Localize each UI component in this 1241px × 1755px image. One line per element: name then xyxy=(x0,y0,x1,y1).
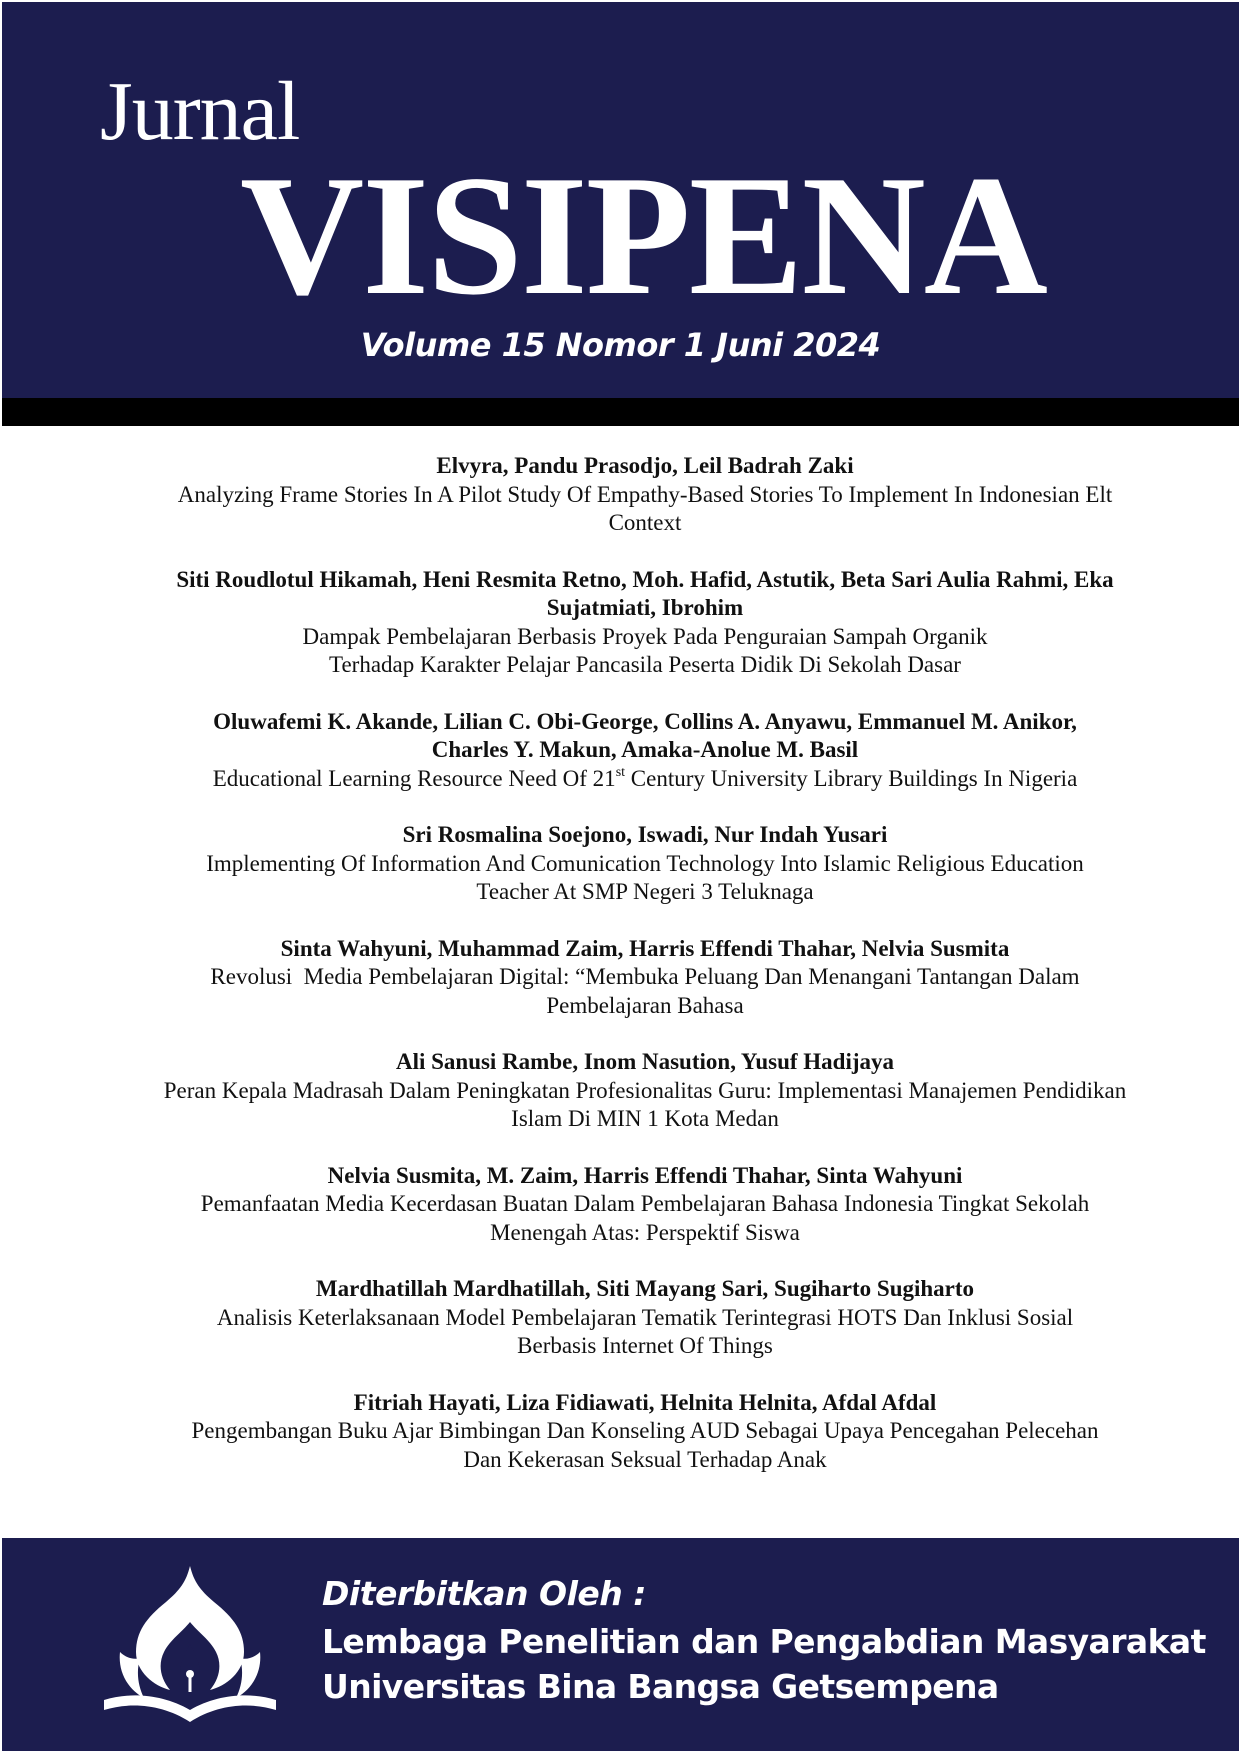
issue-info: Volume 15 Nomor 1 Juni 2024 xyxy=(360,326,881,364)
article-title: Dampak Pembelajaran Berbasis Proyek Pada Penguraian Sampah Organik Terhadap Karakter Pelajar Pancasila Peserta Didik Di Sekolah Dasar xyxy=(302,623,988,677)
article-entry xyxy=(150,821,1140,907)
article-title: Analyzing Frame Stories In A Pilot Study Of Empathy-Based Stories To Implement In Indonesian Elt Context xyxy=(177,481,1113,535)
article-title: Revolusi Media Pembelajaran Digital: “Membuka Peluang Dan Menangani Tantangan Dalam Pembelajaran Bahasa xyxy=(210,964,1086,1018)
article-title: Pengembangan Buku Ajar Bimbingan Dan Konseling AUD Sebagai Upaya Pencegahan Pelecehan Dan Kekerasan Seksual Terhadap Anak xyxy=(191,1418,1099,1472)
article-entry xyxy=(150,708,1140,794)
article-entry xyxy=(150,1048,1140,1134)
article-title-text: Educational Learning Resource Need Of 21 xyxy=(212,765,616,791)
article-title-superscript: st xyxy=(615,764,626,780)
article-authors: Oluwafemi K. Akande, Lilian C. Obi-George, Collins A. Anyawu, Emmanuel M. Anikor, Charles Y. Makun, Amaka-Anolue M. Basil xyxy=(213,708,1077,762)
article-entry xyxy=(150,935,1140,1021)
journal-prefix: Jurnal xyxy=(100,65,300,158)
journal-name: VISIPENA xyxy=(240,141,1046,331)
article-title xyxy=(150,765,1140,794)
publisher-name: Lembaga Penelitian dan Pengabdian Masyarakat xyxy=(322,1622,1206,1661)
article-entry xyxy=(150,1162,1140,1248)
article-entry xyxy=(150,566,1140,680)
article-title-text: Century University Library Buildings In Nigeria xyxy=(625,765,1078,791)
article-entry xyxy=(150,452,1140,538)
article-list xyxy=(150,452,1140,1502)
article-authors: Nelvia Susmita, M. Zaim, Harris Effendi Thahar, Sinta Wahyuni xyxy=(327,1162,963,1188)
publisher-university: Universitas Bina Bangsa Getsempena xyxy=(322,1667,999,1706)
article-authors: Ali Sanusi Rambe, Inom Nasution, Yusuf Hadijaya xyxy=(395,1049,895,1074)
header-rule xyxy=(2,398,1239,426)
article-entry xyxy=(150,1275,1140,1361)
article-authors: Siti Roudlotul Hikamah, Heni Resmita Retno, Moh. Hafid, Astutik, Beta Sari Aulia Rahmi, Eka Sujatmiati, Ibrohim xyxy=(176,566,1114,620)
article-authors: Sri Rosmalina Soejono, Iswadi, Nur Indah Yusari xyxy=(402,822,888,847)
article-authors: Fitriah Hayati, Liza Fidiawati, Helnita Helnita, Afdal Afdal xyxy=(353,1389,937,1415)
article-authors: Elvyra, Pandu Prasodjo, Leil Badrah Zaki xyxy=(436,453,854,478)
article-authors: Sinta Wahyuni, Muhammad Zaim, Harris Effendi Thahar, Nelvia Susmita xyxy=(280,935,1010,961)
article-title: Peran Kepala Madrasah Dalam Peningkatan Profesionalitas Guru: Implementasi Manajemen Pendidikan Islam Di MIN 1 Kota Medan xyxy=(163,1077,1127,1131)
article-entry xyxy=(150,1389,1140,1475)
article-title: Implementing Of Information And Comunication Technology Into Islamic Religious Education Teacher At SMP Negeri 3 Teluknaga xyxy=(206,850,1084,904)
university-logo-icon xyxy=(100,1560,280,1735)
article-authors: Mardhatillah Mardhatillah, Siti Mayang Sari, Sugiharto Sugiharto xyxy=(315,1276,975,1301)
article-title: Analisis Keterlaksanaan Model Pembelajaran Tematik Terintegrasi HOTS Dan Inklusi Sosial Berbasis Internet Of Things xyxy=(216,1304,1074,1358)
article-title: Pemanfaatan Media Kecerdasan Buatan Dalam Pembelajaran Bahasa Indonesia Tingkat Sekolah Menengah Atas: Perspektif Siswa xyxy=(200,1191,1090,1245)
published-by-label: Diterbitkan Oleh : xyxy=(322,1574,646,1613)
